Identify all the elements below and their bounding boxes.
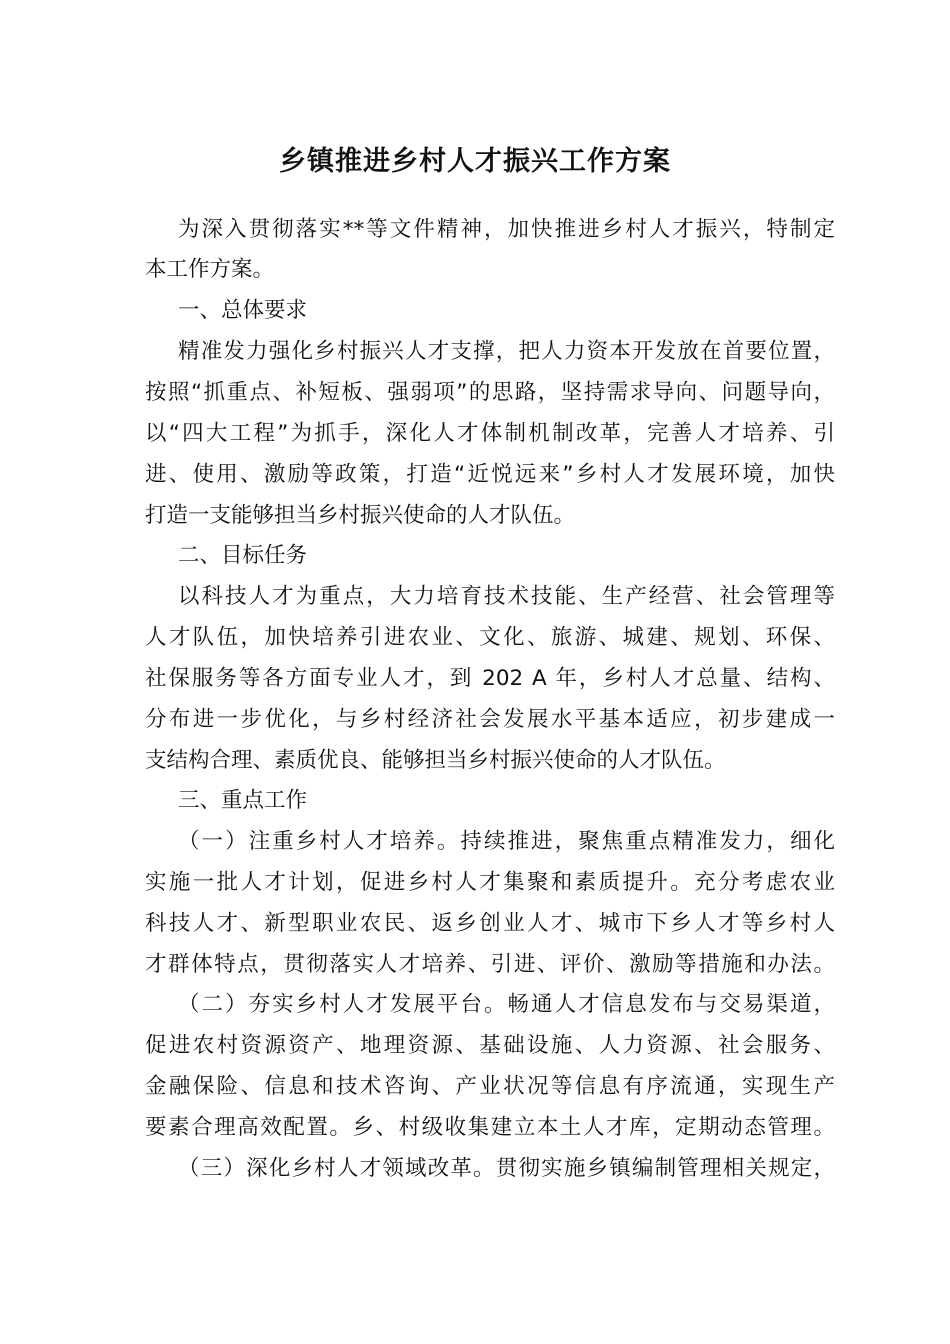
paragraph-line: （二）夯实乡村人才发展平台。畅通人才信息发布与交易渠道， (178, 992, 835, 1017)
paragraph-line: 按照“抓重点、补短板、强弱项”的思路，坚持需求导向、问题导向， (145, 380, 835, 405)
section-heading: 一、总体要求 (178, 298, 308, 323)
paragraph-line: 本工作方案。 (145, 257, 275, 282)
section-heading: 三、重点工作 (178, 788, 308, 813)
paragraph-line: 为深入贯彻落实**等文件精神，加快推进乡村人才振兴，特制定 (178, 217, 835, 242)
paragraph-line: 才群体特点，贯彻落实人才培养、引进、评价、激励等措施和办法。 (145, 952, 835, 977)
paragraph-line: 科技人才、新型职业农民、返乡创业人才、城市下乡人才等乡村人 (145, 911, 835, 936)
paragraph-line: 以“四大工程”为抓手，深化人才体制机制改革，完善人才培养、引 (145, 421, 835, 446)
section-heading: 二、目标任务 (178, 543, 308, 568)
paragraph-line: 以科技人才为重点，大力培育技术技能、生产经营、社会管理等 (178, 584, 835, 609)
paragraph-line: 社保服务等各方面专业人才，到 202 A 年，乡村人才总量、结构、 (145, 666, 835, 691)
paragraph-line: 分布进一步优化，与乡村经济社会发展水平基本适应，初步建成一 (145, 707, 835, 732)
paragraph-line: 打造一支能够担当乡村振兴使命的人才队伍。 (145, 503, 576, 528)
paragraph-line: 实施一批人才计划，促进乡村人才集聚和素质提升。充分考虑农业 (145, 870, 835, 895)
paragraph-line: 金融保险、信息和技术咨询、产业状况等信息有序流通，实现生产 (145, 1074, 835, 1099)
paragraph-line: 人才队伍，加快培养引进农业、文化、旅游、城建、规划、环保、 (145, 625, 835, 650)
paragraph-line: 精准发力强化乡村振兴人才支撑，把人力资本开发放在首要位置， (178, 339, 835, 364)
paragraph-line: 要素合理高效配置。乡、村级收集建立本土人才库，定期动态管理。 (145, 1115, 835, 1140)
paragraph-line: 进、使用、激励等政策，打造“近悦远来”乡村人才发展环境，加快 (145, 462, 835, 487)
paragraph-line: 支结构合理、素质优良、能够担当乡村振兴使命的人才队伍。 (145, 748, 726, 773)
paragraph-line: 促进农村资源资产、地理资源、基础设施、人力资源、社会服务、 (145, 1033, 835, 1058)
document-title: 乡镇推进乡村人才振兴工作方案 (279, 146, 671, 177)
paragraph-line: （三）深化乡村人才领域改革。贯彻实施乡镇编制管理相关规定， (178, 1156, 835, 1181)
paragraph-line: （一）注重乡村人才培养。持续推进，聚焦重点精准发力，细化 (178, 829, 835, 854)
